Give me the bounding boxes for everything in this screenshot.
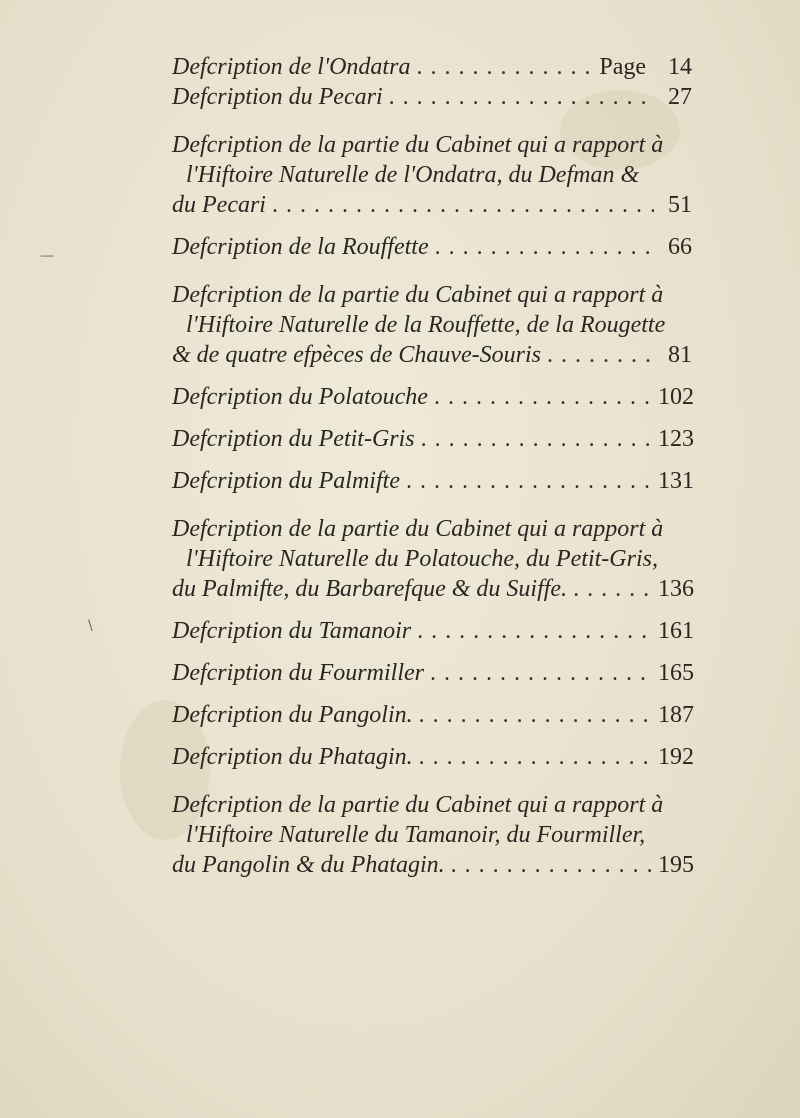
table-of-contents xyxy=(172,52,692,880)
entry-title: Defcription du Tamanoir xyxy=(172,618,412,644)
toc-entry[interactable] xyxy=(172,658,692,688)
dot-leader xyxy=(567,574,654,604)
page-number: 81 xyxy=(668,342,692,368)
entry-title: Defcription du Palmifte xyxy=(172,468,400,494)
toc-entry[interactable] xyxy=(172,232,692,262)
entry-title: Defcription du Polatouche xyxy=(172,384,428,410)
toc-entry[interactable] xyxy=(172,514,692,604)
dot-leader xyxy=(266,190,654,220)
entry-title: Defcription du Fourmiller xyxy=(172,660,424,686)
dot-leader xyxy=(429,232,654,262)
page-number: 27 xyxy=(668,84,692,110)
entry-title: Defcription de l'Ondatra xyxy=(172,54,411,80)
entry-title-continued: l'Hiftoire Naturelle du Polatouche, du Petit-Gris, xyxy=(186,546,658,572)
page-number: 123 xyxy=(658,426,694,452)
entry-title-continued: l'Hiftoire Naturelle de l'Ondatra, du Defman & xyxy=(186,162,640,188)
dot-leader xyxy=(413,700,654,730)
dot-leader xyxy=(400,466,654,496)
entry-title-continued: du Pangolin & du Phatagin. xyxy=(172,852,445,878)
page-number: 66 xyxy=(668,234,692,260)
page-number: 14 xyxy=(668,54,692,80)
toc-entry[interactable] xyxy=(172,466,692,496)
page-label: Page xyxy=(599,54,646,80)
dot-leader xyxy=(428,382,654,412)
page-number: 161 xyxy=(658,618,694,644)
page-number: 51 xyxy=(668,192,692,218)
page-number: 165 xyxy=(658,660,694,686)
page-number: 102 xyxy=(658,384,694,410)
page-number: 187 xyxy=(658,702,694,728)
entry-title-continued: du Palmifte, du Barbarefque & du Suiffe. xyxy=(172,576,568,602)
entry-title: Defcription de la partie du Cabinet qui a rapport à xyxy=(172,516,664,542)
entry-title-continued: & de quatre efpèces de Chauve-Souris xyxy=(172,342,542,368)
page-number: 195 xyxy=(658,852,694,878)
toc-entry[interactable] xyxy=(172,790,692,880)
entry-title: Defcription de la partie du Cabinet qui a rapport à xyxy=(172,132,664,158)
entry-title-continued: du Pecari xyxy=(172,192,266,218)
toc-entry[interactable] xyxy=(172,700,692,730)
dot-leader xyxy=(413,742,654,772)
dot-leader xyxy=(383,82,654,112)
entry-title: Defcription du Pangolin. xyxy=(172,702,413,728)
entry-title: Defcription du Pecari xyxy=(172,84,383,110)
entry-title: Defcription de la partie du Cabinet qui a rapport à xyxy=(172,282,664,308)
dot-leader xyxy=(445,850,654,880)
page-number: 192 xyxy=(658,744,694,770)
page-number: 131 xyxy=(658,468,694,494)
toc-entry[interactable] xyxy=(172,52,692,82)
toc-entry[interactable] xyxy=(172,616,692,646)
toc-entry[interactable] xyxy=(172,424,692,454)
margin-mark: \ xyxy=(88,618,93,634)
dot-leader xyxy=(541,340,654,370)
entry-title: Defcription du Petit-Gris xyxy=(172,426,415,452)
entry-title: Defcription du Phatagin. xyxy=(172,744,413,770)
entry-title-continued: l'Hiftoire Naturelle du Tamanoir, du Fourmiller, xyxy=(186,822,646,848)
dot-leader xyxy=(410,52,599,82)
dot-leader xyxy=(411,616,654,646)
entry-title: Defcription de la partie du Cabinet qui a rapport à xyxy=(172,792,664,818)
entry-title-continued: l'Hiftoire Naturelle de la Rouffette, de la Rougette xyxy=(186,312,666,338)
toc-entry[interactable] xyxy=(172,742,692,772)
entry-title: Defcription de la Rouffette xyxy=(172,234,429,260)
toc-entry[interactable] xyxy=(172,382,692,412)
page-number: 136 xyxy=(658,576,694,602)
toc-entry[interactable] xyxy=(172,82,692,112)
margin-mark: — xyxy=(40,248,54,264)
toc-entry[interactable] xyxy=(172,280,692,370)
dot-leader xyxy=(424,658,654,688)
toc-entry[interactable] xyxy=(172,130,692,220)
dot-leader xyxy=(415,424,654,454)
